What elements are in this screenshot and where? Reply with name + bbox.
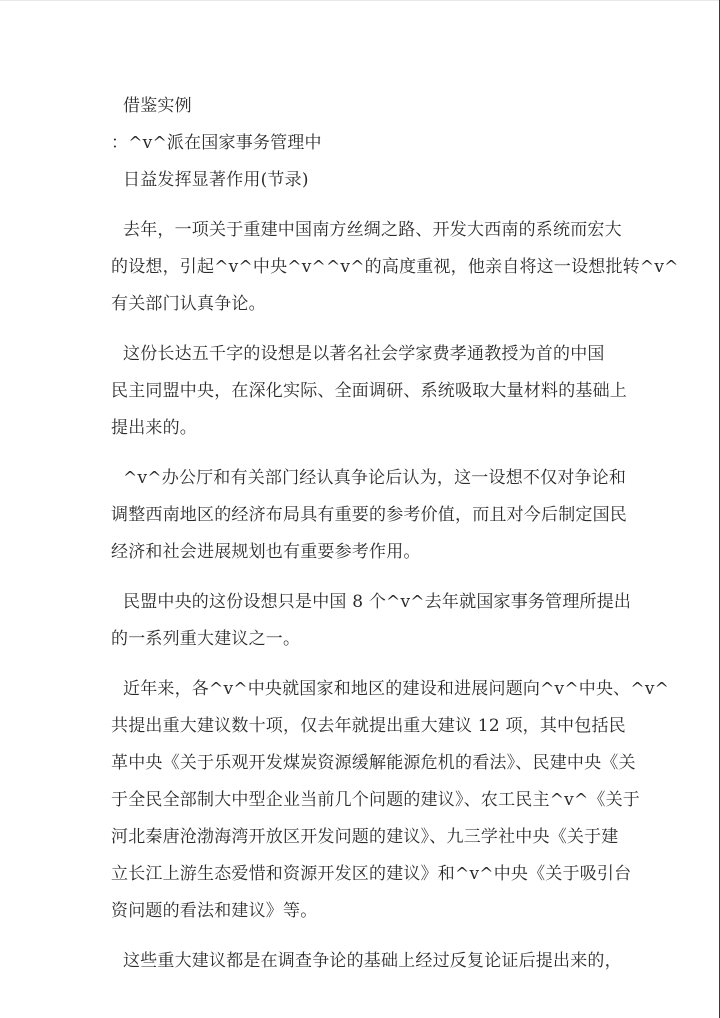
- document-body: [111, 88, 679, 980]
- paragraph-line: 这些重大建议都是在调查争论的基础上经过反复论证后提出来的，: [123, 951, 622, 971]
- paragraph: [111, 336, 627, 447]
- paragraph-line: 资问题的看法和建议》等。: [111, 901, 318, 921]
- paragraph-line: 民主同盟中央，在深化实际、全面调研、系统吸取大量材料的基础上: [111, 381, 627, 401]
- heading-line: ：^v^派在国家事务管理中: [111, 133, 322, 153]
- page-top-edge: [0, 0, 720, 1]
- heading-line: 借鉴实例: [123, 96, 192, 116]
- paragraph: [111, 460, 627, 571]
- paragraph-line: 近年来，各^v^中央就国家和地区的建设和进展问题向^v^中央、^v^: [123, 679, 670, 699]
- paragraph-line: 的设想，引起^v^中央^v^^v^的高度重视，他亲自将这一设想批转^v^: [111, 257, 679, 277]
- paragraph-line: 经济和社会进展规划也有重要参考作用。: [111, 542, 421, 562]
- paragraph-line: 有关部门认真争论。: [111, 294, 266, 314]
- paragraph: [111, 584, 632, 658]
- paragraph-line: 民盟中央的这份设想只是中国 8 个^v^去年就国家事务管理所提出: [123, 592, 632, 612]
- paragraph-line: 立长江上游生态爱惜和资源开发区的建议》和^v^中央《关于吸引台: [111, 864, 632, 884]
- paragraph-line: 于全民全部制大中型企业当前几个问题的建议》、农工民主^v^《关于: [111, 790, 640, 810]
- paragraph-line: 的一系列重大建议之一。: [111, 629, 301, 649]
- paragraph: [111, 943, 622, 980]
- paragraph-line: 共提出重大建议数十项，仅去年就提出重大建议 12 项，其中包括民: [111, 716, 626, 736]
- paragraph-line: ^v^办公厅和有关部门经认真争论后认为，这一设想不仅对争论和: [123, 468, 627, 488]
- paragraph-line: 河北秦唐沧渤海湾开放区开发问题的建议》、九三学社中央《关于建: [111, 827, 619, 847]
- paragraph-line: 调整西南地区的经济布局具有重要的参考价值，而且对今后制定国民: [111, 505, 627, 525]
- paragraph-line: 提出来的。: [111, 418, 197, 438]
- heading-line: 日益发挥显著作用(节录): [123, 170, 309, 190]
- paragraph-line: 革中央《关于乐观开发煤炭资源缓解能源危机的看法》、民建中央《关: [111, 753, 636, 773]
- paragraph: [111, 212, 679, 323]
- paragraph: [111, 671, 670, 930]
- paragraph-line: 这份长达五千字的设想是以著名社会学家费孝通教授为首的中国: [123, 344, 605, 364]
- paragraph-line: 去年，一项关于重建中国南方丝绸之路、开发大西南的系统而宏大: [123, 220, 622, 240]
